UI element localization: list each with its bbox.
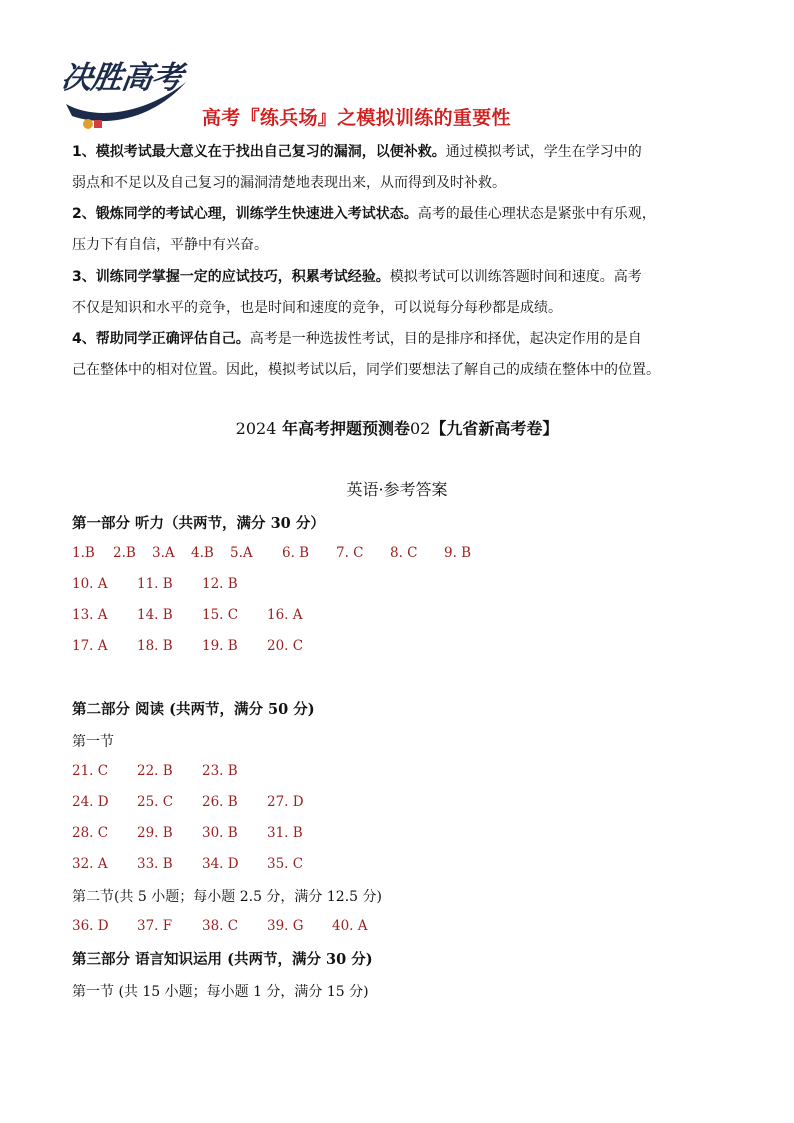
answer-item: 25. C xyxy=(137,794,174,810)
answer-item: 33. B xyxy=(137,856,173,872)
answer-row xyxy=(72,576,267,592)
paragraph-text: 通过模拟考试，学生在学习中的 xyxy=(445,144,642,160)
answer-item: 31. B xyxy=(267,825,303,841)
answer-item: 32. A xyxy=(72,856,108,872)
paragraph-text: 高考的最佳心理状态是紧张中有乐观， xyxy=(417,206,656,222)
answer-row xyxy=(72,763,267,779)
answer-item: 18. B xyxy=(137,638,173,654)
paragraph-lead: 2、锻炼同学的考试心理，训练学生快速进入考试状态。 xyxy=(72,206,418,222)
answer-item: 6. B xyxy=(282,545,310,561)
answer-item: 5.A xyxy=(230,545,253,561)
paragraph-text: 弱点和不足以及自己复习的漏洞清楚地表现出来，从而得到及时补救。 xyxy=(72,175,506,191)
answer-item: 3.A xyxy=(152,545,175,561)
answer-item: 2.B xyxy=(113,545,136,561)
paragraph-4 xyxy=(72,324,722,386)
answer-item: 22. B xyxy=(137,763,173,779)
answer-row xyxy=(72,856,332,872)
answer-item: 11. B xyxy=(137,576,173,592)
exam-title xyxy=(0,416,794,439)
part3-section1-heading: 第一节 (共 15 小题；每小题 1 分，满分 15 分) xyxy=(72,984,369,1000)
answer-row xyxy=(72,918,397,934)
exam-year: 2024 xyxy=(235,419,277,438)
answer-row xyxy=(72,607,332,623)
answer-item: 4.B xyxy=(191,545,214,561)
part2-section2-heading: 第二节(共 5 小题；每小题 2.5 分，满分 12.5 分) xyxy=(72,889,382,905)
answer-item: 30. B xyxy=(202,825,238,841)
answer-item: 7. C xyxy=(336,545,364,561)
answer-item: 21. C xyxy=(72,763,109,779)
paragraph-text: 不仅是知识和水平的竞争，也是时间和速度的竞争，可以说每分每秒都是成绩。 xyxy=(72,300,562,316)
part1-heading: 第一部分 听力（共两节，满分 30 分） xyxy=(72,515,325,532)
answer-item: 29. B xyxy=(137,825,173,841)
answer-item: 40. A xyxy=(332,918,368,934)
answer-item: 16. A xyxy=(267,607,303,623)
paragraph-lead: 1、模拟考试最大意义在于找出自己复习的漏洞，以便补救。 xyxy=(72,144,446,160)
part2-section1-heading: 第一节 xyxy=(72,734,114,750)
answer-row xyxy=(72,545,484,561)
exam-bracket: 【九省新高考卷】 xyxy=(430,419,559,438)
answer-item: 1.B xyxy=(72,545,95,561)
part2-heading: 第二部分 阅读 (共两节，满分 50 分) xyxy=(72,701,315,718)
paragraph-3 xyxy=(72,262,722,324)
answer-item: 23. B xyxy=(202,763,238,779)
paragraph-text: 压力下有自信，平静中有兴奋。 xyxy=(72,237,268,253)
exam-number: 02 xyxy=(409,419,431,438)
exam-subtitle: 英语·参考答案 xyxy=(346,480,448,499)
paragraph-text: 高考是一种选拔性考试，目的是排序和择优，起决定作用的是自 xyxy=(249,331,642,347)
part3-heading: 第三部分 语言知识运用 (共两节，满分 30 分) xyxy=(72,951,373,968)
answer-item: 39. G xyxy=(267,918,304,934)
paragraph-text: 己在整体中的相对位置。因此，模拟考试以后，同学们要想法了解自己的成绩在整体中的位置。 xyxy=(72,362,660,378)
page-title: 高考『练兵场』之模拟训练的重要性 xyxy=(202,107,511,129)
answer-item: 20. C xyxy=(267,638,304,654)
answer-item: 24. D xyxy=(72,794,109,810)
answer-item: 13. A xyxy=(72,607,108,623)
paragraph-text: 模拟考试可以训练答题时间和速度。高考 xyxy=(389,269,642,285)
answer-item: 26. B xyxy=(202,794,238,810)
logo-text: 决胜高考 xyxy=(58,60,185,96)
answer-item: 15. C xyxy=(202,607,239,623)
answer-item: 34. D xyxy=(202,856,239,872)
answer-row xyxy=(72,794,332,810)
paragraph-2 xyxy=(72,199,722,261)
answer-item: 38. C xyxy=(202,918,239,934)
answer-item: 28. C xyxy=(72,825,109,841)
answer-item: 35. C xyxy=(267,856,304,872)
answer-item: 36. D xyxy=(72,918,109,934)
answer-item: 14. B xyxy=(137,607,173,623)
exam-title-text: 年高考押题预测卷 xyxy=(281,419,410,438)
logo xyxy=(58,52,193,132)
answer-row xyxy=(72,638,332,654)
answer-item: 37. F xyxy=(137,918,173,934)
paragraph-1 xyxy=(72,137,722,199)
answer-row xyxy=(72,825,332,841)
answer-item: 10. A xyxy=(72,576,108,592)
answer-item: 8. C xyxy=(390,545,418,561)
answer-item: 9. B xyxy=(444,545,472,561)
answer-item: 12. B xyxy=(202,576,238,592)
paragraph-lead: 3、训练同学掌握一定的应试技巧，积累考试经验。 xyxy=(72,269,390,285)
paragraph-lead: 4、帮助同学正确评估自己。 xyxy=(72,331,250,347)
answer-item: 27. D xyxy=(267,794,304,810)
answer-item: 19. B xyxy=(202,638,238,654)
answer-item: 17. A xyxy=(72,638,108,654)
